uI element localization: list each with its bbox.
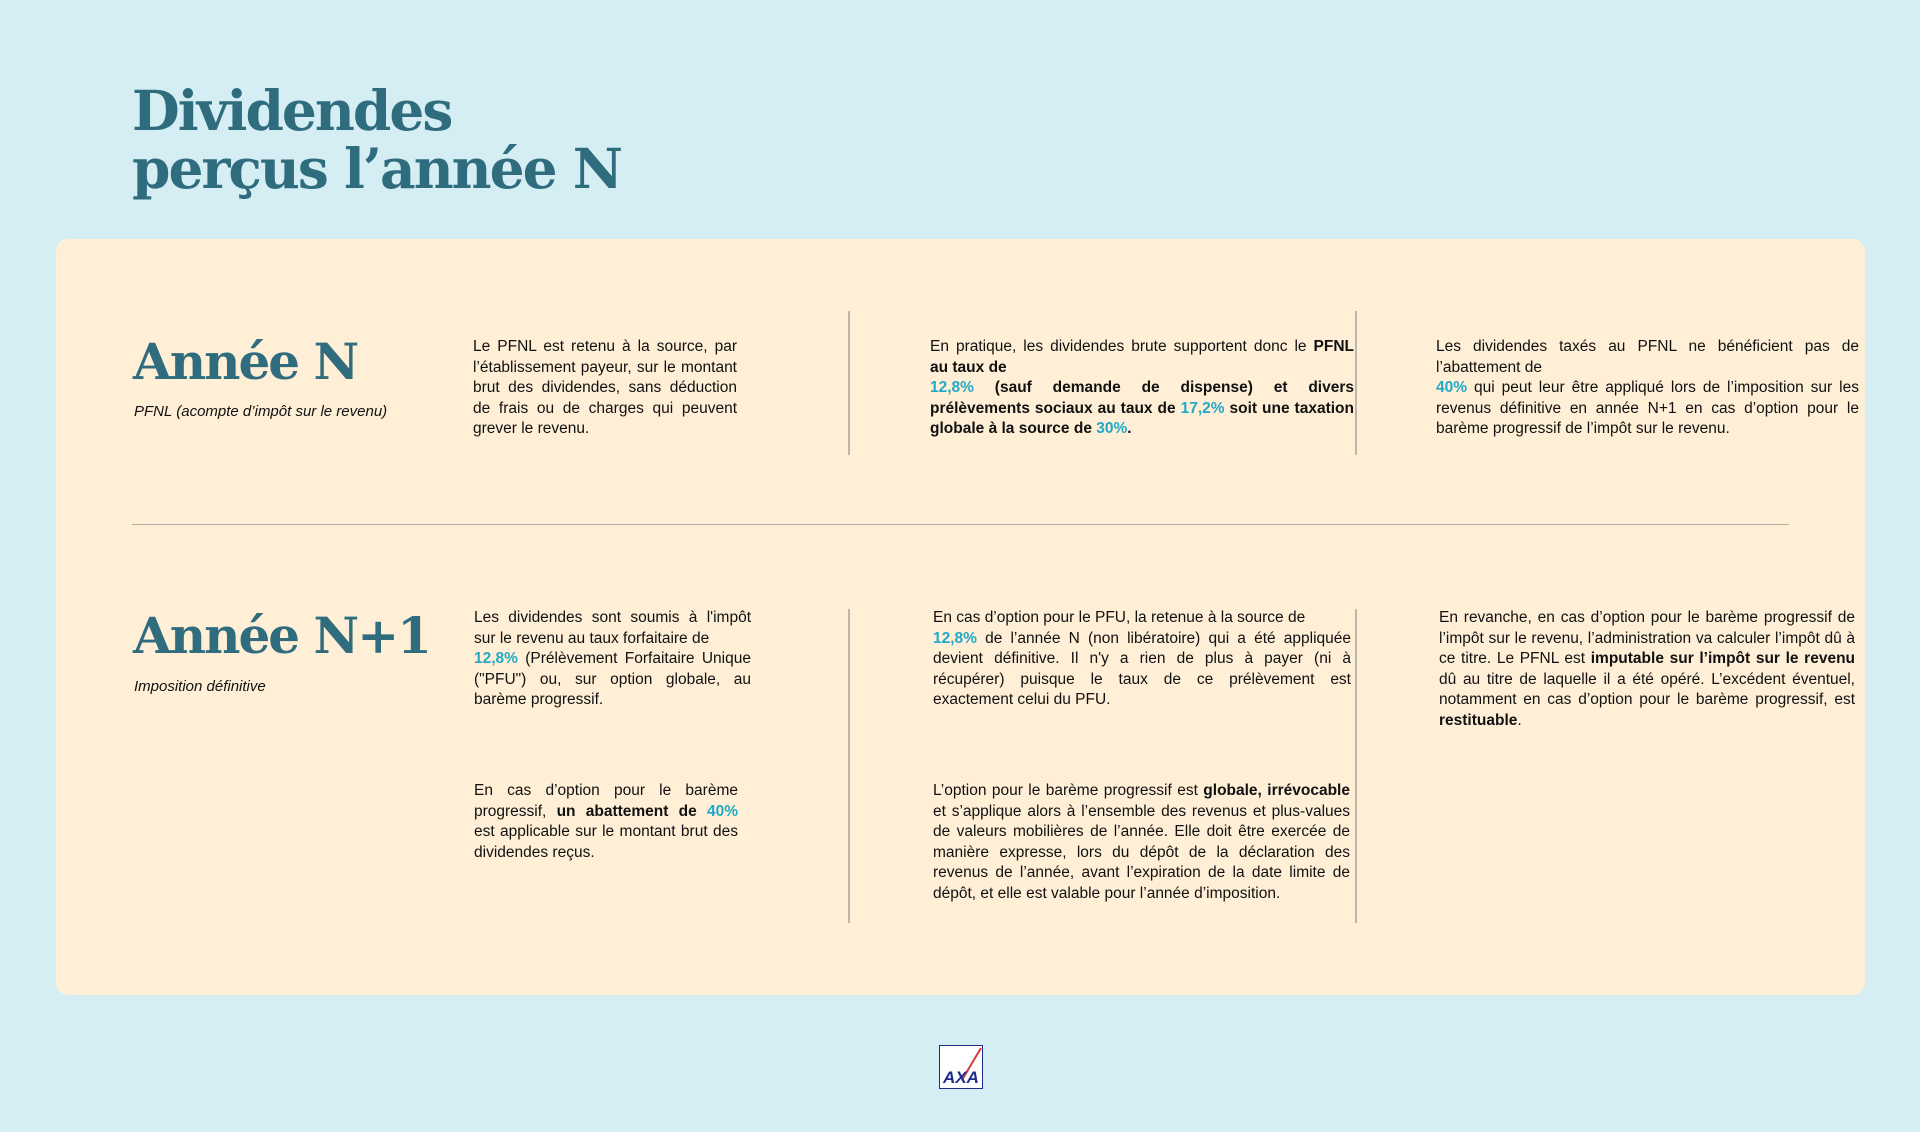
axa-logo-graphic	[940, 1046, 982, 1088]
divider-vertical	[1355, 311, 1357, 455]
section-subtitle-year-n: PFNL (acompte d’impôt sur le revenu)	[134, 403, 388, 420]
content-card	[56, 239, 1865, 995]
section-title-year-n: Année N	[133, 332, 358, 391]
section-title-year-n1: Année N+1	[133, 606, 430, 665]
year-n1-col2b-text: L’option pour le barème progressif est globale, irrévocable et s’applique alors à l’ensemble des revenus et plus-values de valeurs mobilières de l’année. Elle doit être exercée de manière expresse, lors du dépôt de la déclaration des revenus de l’année, avant l’expiration de la date limite de dépôt, et elle est valable pour l’année d’imposition.	[933, 782, 1350, 902]
year-n1-col2a-text: En cas d’option pour le PFU, la retenue à la source de 12,8% de l’année N (non libératoire) qui a été appliquée devient définitive. Il n'y a rien de plus à payer (ni à récupérer) puisque le taux de ce prélèvement est exactement celui du PFU.	[933, 609, 1351, 708]
section-subtitle-year-n1: Imposition définitive	[134, 678, 266, 695]
year-n-col3-text: Les dividendes taxés au PFNL ne bénéficient pas de l’abattement de 40% qui peut leur être appliqué lors de l’imposition sur les revenus définitive en année N+1 en cas d’option pour le barème progressif de l’impôt sur le revenu.	[1436, 338, 1859, 437]
section-divider	[132, 524, 1789, 525]
year-n1-col1b-text: En cas d’option pour le barème progressif, un abattement de 40% est applicable sur le montant brut des dividendes reçus.	[474, 782, 738, 861]
divider-vertical	[848, 609, 850, 923]
year-n1-col1a-text: Les dividendes sont soumis à l'impôt sur le revenu au taux forfaitaire de 12,8% (Prélèvement Forfaitaire Unique ("PFU") ou, sur option globale, au barème progressif.	[474, 609, 751, 708]
divider-vertical	[848, 311, 850, 455]
divider-vertical	[1355, 609, 1357, 923]
year-n-col2-text: En pratique, les dividendes brute supportent donc le PFNL au taux de 12,8% (sauf demande de dispense) et divers prélèvements sociaux au taux de 17,2% soit une taxation globale à la source de 30%.	[930, 338, 1354, 437]
year-n-col1-text: Le PFNL est retenu à la source, par l’établissement payeur, sur le montant brut des dividendes, sans déduction de frais ou de charges qui peuvent grever le revenu.	[473, 338, 737, 437]
page-title	[132, 78, 622, 201]
axa-logo-icon	[939, 1045, 983, 1089]
page-title-line2: perçus l’année N	[132, 136, 622, 201]
page-title-line1: Dividendes	[132, 78, 452, 143]
year-n1-col3-text: En revanche, en cas d’option pour le barème progressif de l’impôt sur le revenu, l’administration va calculer l’impôt dû à ce titre. Le PFNL est imputable sur l’impôt sur le revenu dû au titre de laquelle il a été opéré. L’excédent éventuel, notamment en cas d’option pour le barème progressif, est restituable.	[1439, 609, 1856, 729]
axa-logo-text: AXA	[943, 1068, 979, 1087]
